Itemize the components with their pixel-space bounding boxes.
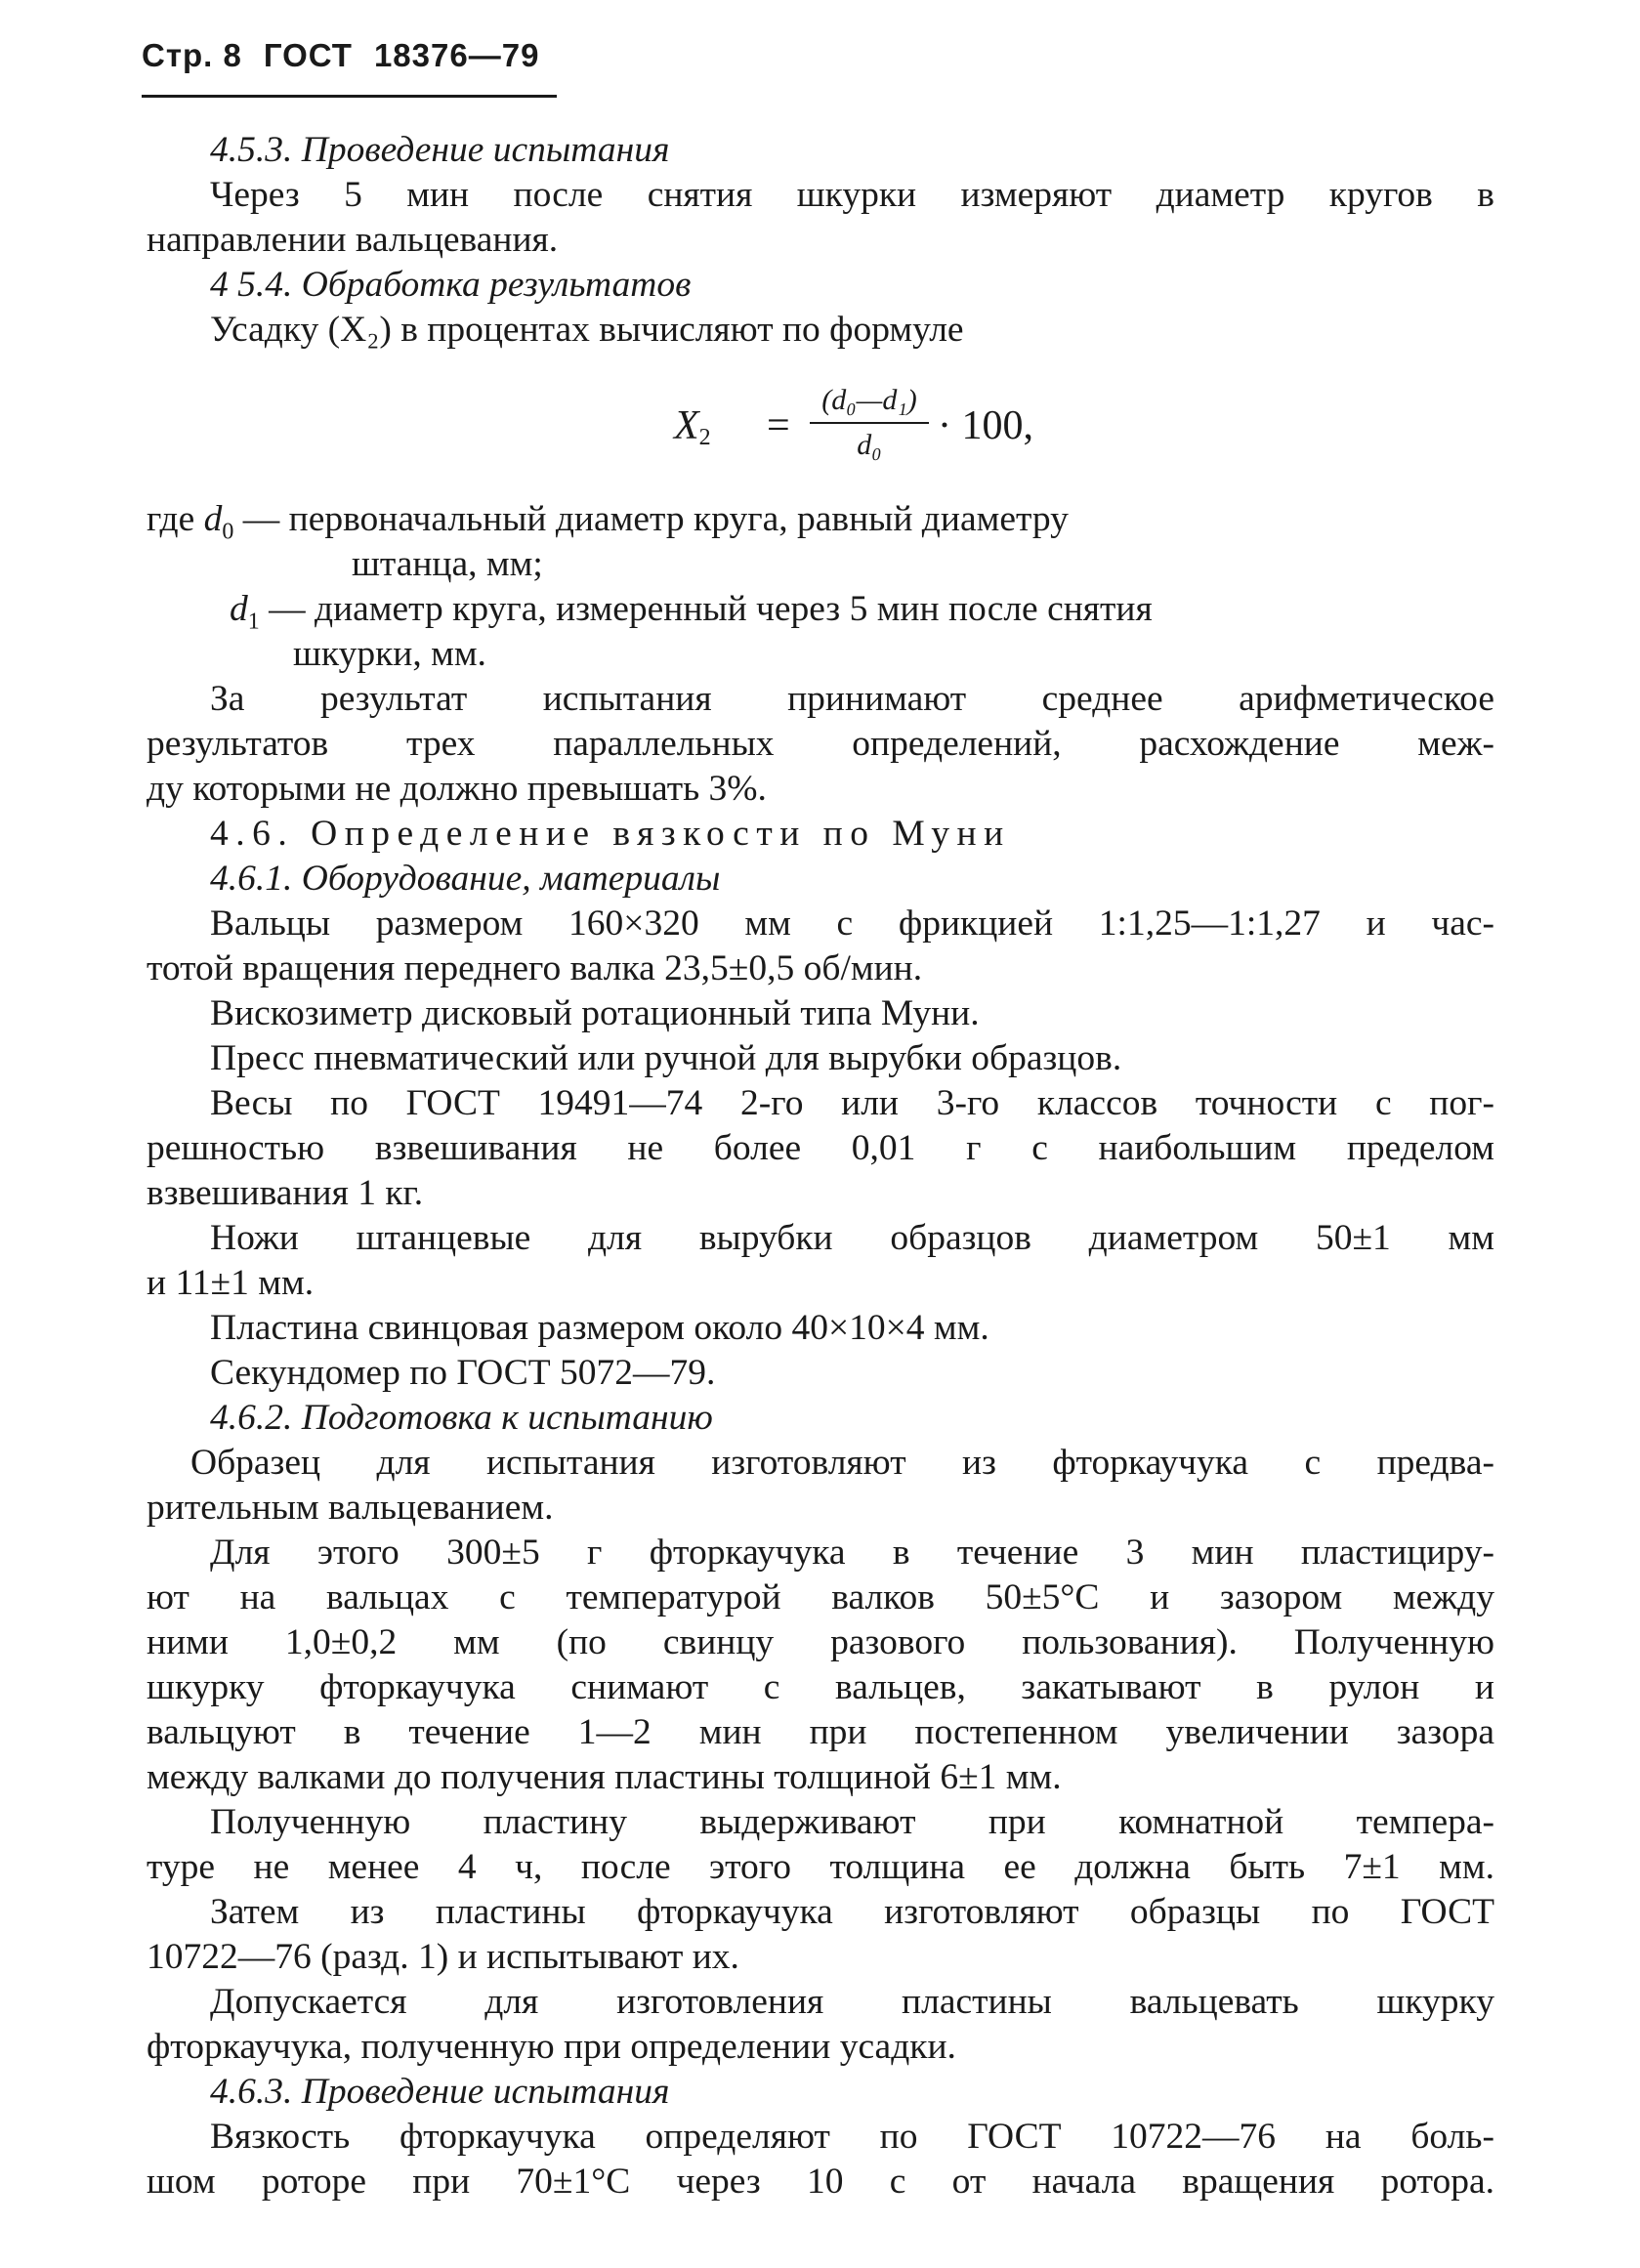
var-d0: $d_0$ <box>203 499 234 545</box>
paragraph-line: Вальцы размером 160×320 мм с фрикцией 1:1,25—1:1,27 и час- <box>210 903 1494 944</box>
paragraph-line: тотой вращения переднего валка 23,5±0,5 об/мин. <box>147 948 923 988</box>
paragraph-line: Вязкость фторкаучука определяют по ГОСТ 10722—76 на боль- <box>210 2117 1494 2157</box>
paragraph-line: туре не менее 4 ч, после этого толщина ее должна быть 7±1 мм. <box>147 1847 1494 1887</box>
formula-fraction <box>806 381 933 465</box>
paragraph-line: шкурку фторкаучука снимают с вальцев, закатывают в рулон и <box>147 1667 1494 1707</box>
fraction-bar <box>810 422 929 424</box>
section-4-5-4-title: 4 5.4. Обработка результатов <box>210 265 692 305</box>
paragraph-line: Весы по ГОСТ 19491—74 2-го или 3-го классов точности с пог- <box>210 1083 1494 1123</box>
section-4-6-3-title: 4.6.3. Проведение испытания <box>210 2072 670 2112</box>
paragraph-line: решностью взвешивания не более 0,01 г с наибольшим пределом <box>147 1128 1494 1168</box>
header-rule <box>142 95 557 98</box>
paragraph-line: взвешивания 1 кг. <box>147 1173 424 1213</box>
section-4-5-3-title: 4.5.3. Проведение испытания <box>210 130 670 170</box>
standard-label: ГОСТ <box>263 37 353 73</box>
paragraph-line: Затем из пластины фторкаучука изготовляют образцы по ГОСТ <box>210 1892 1494 1932</box>
paragraph-line: фторкаучука, полученную при определении усадки. <box>147 2027 956 2067</box>
where-d1-line-2: шкурки, мм. <box>293 634 486 674</box>
paragraph-line: между валками до получения пластины толщиной 6±1 мм. <box>147 1757 1062 1797</box>
formula-equals: = <box>767 403 790 448</box>
paragraph-line: Пластина свинцовая размером около 40×10×4 мм. <box>210 1308 989 1348</box>
paragraph-line: и 11±1 мм. <box>147 1263 315 1303</box>
paragraph-line: ду которыми не должно превышать 3%. <box>147 769 767 809</box>
paragraph-line: Полученную пластину выдерживают при комнатной темпера- <box>210 1802 1494 1842</box>
running-header <box>142 37 539 74</box>
formula-tail: · 100, <box>938 403 1033 448</box>
standard-number: 18376—79 <box>373 37 540 73</box>
paragraph-line: шом роторе при 70±1°С через 10 с от начала вращения ротора. <box>147 2162 1494 2202</box>
paragraph-line: 10722—76 (разд. 1) и испытывают их. <box>147 1937 739 1977</box>
formula-numerator: (d₀—d₁) <box>821 384 917 416</box>
paragraph-line: Ножи штанцевые для вырубки образцов диаметром 50±1 мм <box>210 1218 1494 1258</box>
where-d0-line-2: штанца, мм; <box>352 544 543 584</box>
formula-denominator: d₀ <box>857 429 882 461</box>
paragraph-line: вальцуют в течение 1—2 мин при постепенном увеличении зазора <box>147 1712 1494 1752</box>
shrinkage-formula <box>674 381 1065 479</box>
section-4-6-2-title: 4.6.2. Подготовка к испытанию <box>210 1398 713 1438</box>
paragraph-line: Пресс пневматический или ручной для вырубки образцов. <box>210 1038 1122 1078</box>
section-4-6-1-title: 4.6.1. Оборудование, материалы <box>210 859 721 899</box>
paragraph-line: направлении вальцевания. <box>147 220 559 260</box>
where-d1-line: $d_1$ — диаметр круга, измеренный через 5 мин после снятия <box>230 589 1153 635</box>
page-label: Стр. 8 <box>142 37 242 73</box>
paragraph-line: рительным вальцеванием. <box>147 1488 554 1528</box>
paragraph-line: Усадку (X₂) в процентах вычисляют по формуле <box>210 310 964 350</box>
paragraph-line: ними 1,0±0,2 мм (по свинцу разового пользования). Полученную <box>147 1622 1494 1662</box>
formula-lhs: $X_2$ <box>674 403 711 450</box>
paragraph-line: Образец для испытания изготовляют из фторкаучука с предва- <box>190 1443 1494 1483</box>
section-4-6-title: 4.6. Определение вязкости по Муни <box>210 814 1011 854</box>
paragraph-line: Допускается для изготовления пластины вальцевать шкурку <box>210 1982 1494 2022</box>
where-d0-line: где $d_0$ — первоначальный диаметр круга, равный диаметру <box>147 499 1069 545</box>
paragraph-line: ют на вальцах с температурой валков 50±5°С и зазором между <box>147 1577 1494 1617</box>
paragraph-line: Для этого 300±5 г фторкаучука в течение 3 мин пластициру- <box>210 1533 1494 1573</box>
paragraph-line: За результат испытания принимают среднее арифметическое <box>210 679 1494 719</box>
paragraph-line: Через 5 мин после снятия шкурки измеряют диаметр кругов в <box>210 175 1494 215</box>
paragraph-line: Вискозиметр дисковый ротационный типа Муни. <box>210 993 980 1033</box>
paragraph-line: Секундомер по ГОСТ 5072—79. <box>210 1353 716 1393</box>
var-d1: $d_1$ <box>230 589 260 635</box>
paragraph-line: результатов трех параллельных определений, расхождение меж- <box>147 724 1494 764</box>
